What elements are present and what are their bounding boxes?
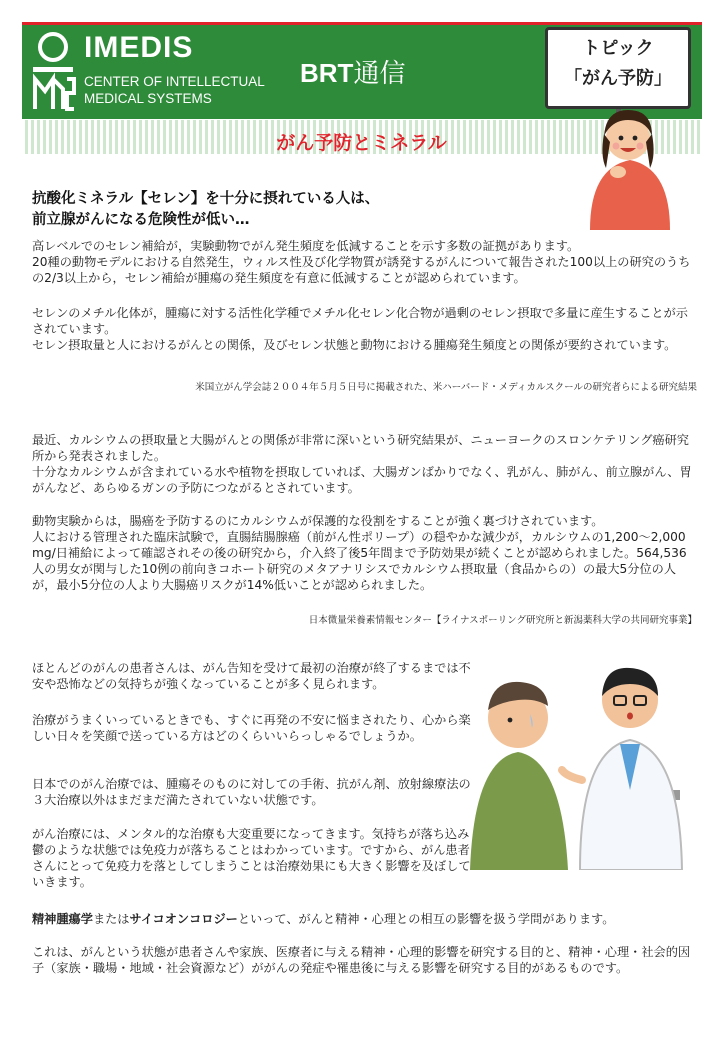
selenium-paragraph-2 (32, 305, 692, 353)
woman-holding-sign-illustration (560, 90, 700, 230)
selenium-paragraph-1 (32, 238, 692, 286)
mental-para3-text: 日本でのがん治療では、腫瘍そのものに対しての手術、抗がん剤、放射線療法の３大治療以外はまだまだ満たされていない状態です。 (32, 777, 471, 807)
calcium-para1-text: 最近、カルシウムの摂取量と大腸がんとの関係が非常に深いという研究結果が、ニューヨークのスロンケテリング癌研究所から発表されました。 十分なカルシウムが含まれている水や植物を摂取していれば、大腸ガンばかりでなく、乳がん、肺がん、前立腺がん、胃がんなど、あらゆるガンの予防につながるとされています。 (32, 433, 692, 495)
calcium-paragraph-1 (32, 432, 692, 496)
mental-para4-text: がん治療には、メンタル的な治療も大変重要になってきます。気持ちが落ち込み鬱のような状態では免疫力が落ちることはわかっています。ですから、がん患者さんにとって免疫力を落としてしまうことは治療効果にも大きく影響を及ぼしていきます。 (32, 827, 471, 889)
calcium-source: 日本微量栄養素情報センター【ライナスポーリング研究所と新潟薬科大学の共同研究事業】 (308, 615, 697, 626)
selenium-source: 米国立がん学会誌２００４年５月５日号に掲載された、米ハーバード・メディカルスクールの研究者らによる研究結果 (195, 382, 697, 393)
calcium-paragraph-2 (32, 513, 692, 593)
newsletter-title (300, 53, 405, 90)
headline-line2: 前立腺がんになる危険性が低い… (32, 212, 250, 228)
psycho-oncology-paragraph (32, 911, 692, 927)
logo-subtitle-line2: MEDICAL SYSTEMS (84, 91, 212, 106)
logo-subtitle-line1: CENTER OF INTELLECTUAL (84, 74, 265, 89)
research-purpose-text: これは、がんという状態が患者さんや家族、医療者に与える精神・心理的影響を研究する目的と、精神・心理・社会的因子（家族・職場・地域・社会資源など）ががんの発症や罹患後に与える影響を研究する目的があるものです。 (32, 945, 691, 975)
mental-paragraph-1 (32, 660, 477, 692)
mental-paragraph-3 (32, 776, 477, 808)
topic-label: トピック (582, 38, 654, 59)
mental-para1-text: ほとんどのがんの患者さんは、がん告知を受けて最初の治療が終了するまでは不安や恐怖などの気持ちが強くなっていることが多く見られます。 (32, 661, 471, 691)
psycho-oncology-text (32, 911, 692, 927)
headline-line1: 抗酸化ミネラル【セレン】を十分に摂れている人は、 (32, 191, 380, 207)
selenium-headline (32, 189, 552, 231)
psycho-term-2: サイコオンコロジー (129, 912, 238, 926)
imedis-logo-icon (30, 31, 76, 111)
logo-name: IMEDIS (84, 31, 194, 64)
calcium-para2-text: 動物実験からは，腸癌を予防するのにカルシウムが保護的な役割をすることが強く裏づけされています。 人における管理された臨床試験で，直腸結腸腺癌（前がん性ポリープ）の穏やかな減少が，カルシウムの1,200～2,000 mg/日補給によって確認されその後の研究から，介入終了後5年間まで予防効果が続くことが認められました。564,536人の男女が関与した10例の前向きコホート研究のメタアナリシスでカルシウム摂取量（食品からの）の最大5分位の人が，最小5分位の人より大腸癌リスクが14%低いことが認められました。 (32, 514, 687, 592)
selenium-para2-text: セレンのメチル化体が，腫瘍に対する活性化学種でメチル化セレン化合物が過剰のセレン摂取で多量に産生することが示されています。 セレン摂取量と人におけるがんとの関係，及びセレン状態と動物における腫瘍発生頻度との関係が要約されています。 (32, 306, 688, 352)
logo-subtitle (84, 73, 265, 107)
doctor-patient-illustration (470, 640, 702, 870)
mental-para2-text: 治療がうまくいっているときでも、すぐに再発の不安に悩まされたり、心から楽しい日々を笑顔で送っている方はどのくらいいらっしゃるでしょうか。 (32, 713, 471, 743)
topic-sign (545, 27, 691, 109)
selenium-para1-text: 高レベルでのセレン補給が，実験動物でがん発生頻度を低減することを示す多数の証拠があります。 20種の動物モデルにおける自然発生，ウィルス性及び化学物質が誘発するがんについて報告された100以上の研究のうちの2/3以上から，セレン補給が腫瘍の発生頻度を有意に低減することが認められています。 (32, 239, 691, 285)
topic-value: 「がん予防」 (564, 68, 672, 89)
research-purpose-paragraph (32, 944, 692, 976)
section-title: がん予防とミネラル (276, 132, 447, 154)
mental-paragraph-2 (32, 712, 477, 744)
newsletter-suffix: 通信 (353, 58, 406, 88)
mental-paragraph-4 (32, 826, 477, 890)
psycho-term-1: 精神腫瘍学 (32, 912, 93, 926)
psycho-rest: といって、がんと精神・心理との相互の影響を扱う学問があります。 (237, 912, 615, 926)
psycho-mid: または (92, 912, 130, 926)
newsletter-brand: BRT (300, 58, 354, 88)
